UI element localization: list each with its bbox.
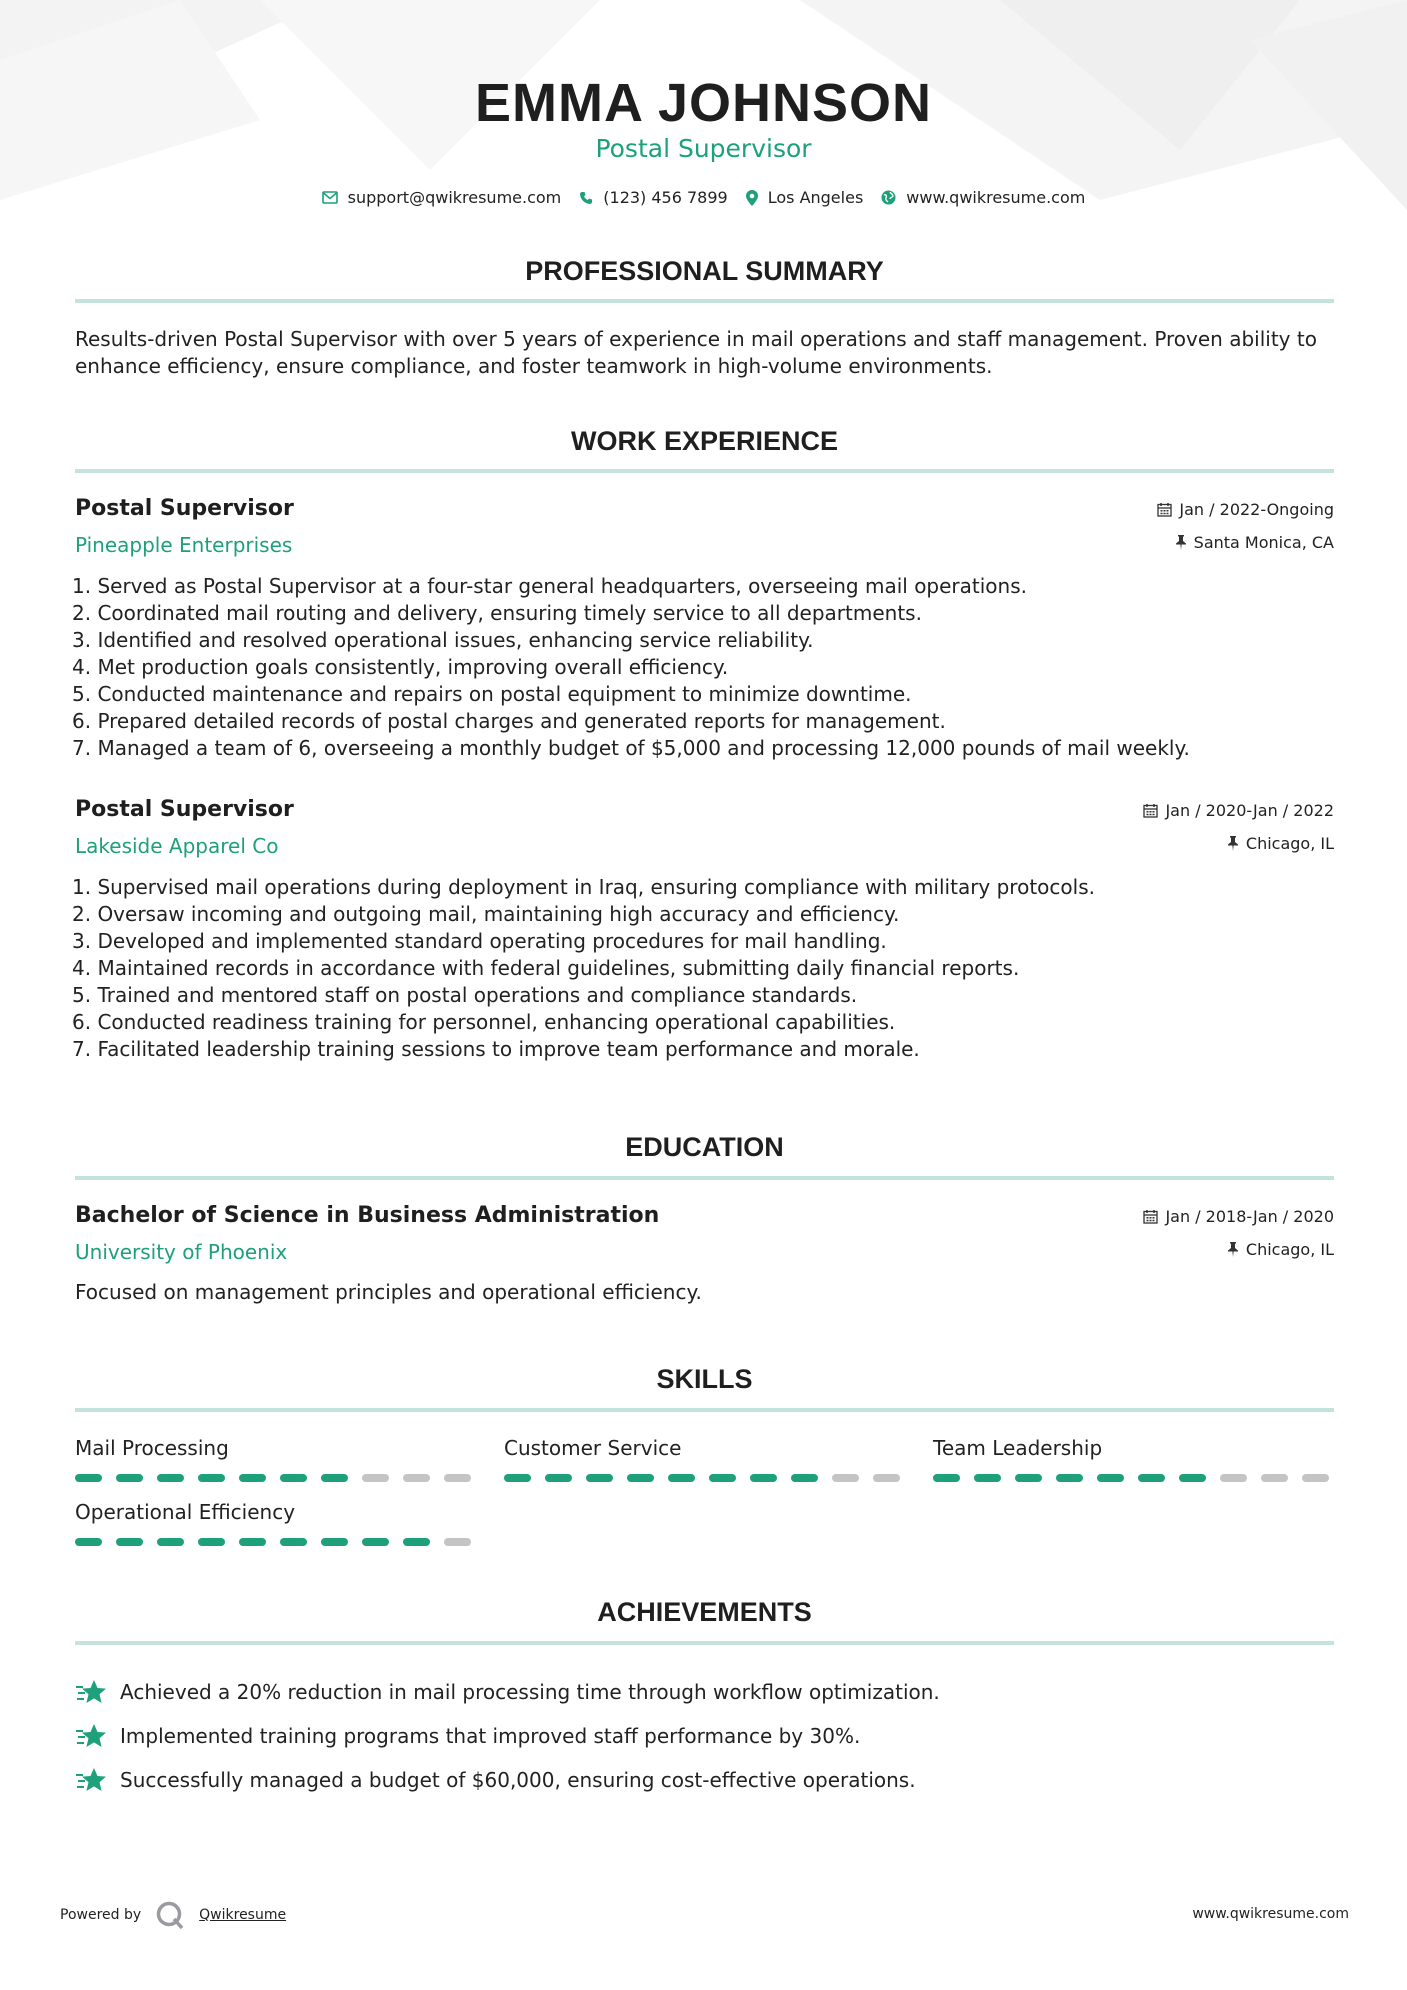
skill-segment-filled (75, 1538, 102, 1546)
envelope-icon (322, 191, 338, 204)
pushpin-icon (1175, 535, 1187, 550)
skill-segment-filled (403, 1538, 430, 1546)
job-title: Postal Supervisor (75, 797, 294, 822)
skill-segment-filled (586, 1474, 613, 1482)
job-location-text: Chicago, IL (1245, 834, 1334, 853)
powered-by-label: Powered by (60, 1907, 142, 1923)
brand-link[interactable]: Qwikresume (199, 1907, 287, 1923)
skills-divider (75, 1408, 1334, 1412)
skill-segment-filled (116, 1474, 143, 1482)
contact-location (746, 188, 864, 207)
education-date-text: Jan / 2018-Jan / 2020 (1165, 1207, 1334, 1226)
skill-segment-filled (974, 1474, 1001, 1482)
skill-name: Team Leadership (933, 1436, 1103, 1460)
list-item: 7. Facilitated leadership training sessions to improve team performance and morale. (72, 1037, 920, 1061)
skill-segment-filled (321, 1538, 348, 1546)
skill-name: Mail Processing (75, 1436, 229, 1460)
skill-segment-filled (1056, 1474, 1083, 1482)
summary-divider (75, 299, 1334, 303)
footer-powered-by (60, 1900, 286, 1930)
education-location-text: Chicago, IL (1245, 1240, 1334, 1259)
job-bullets (72, 874, 1095, 1063)
email-text: support@qwikresume.com (347, 188, 562, 207)
location-text: Los Angeles (767, 188, 864, 207)
skill-segment-filled (198, 1538, 225, 1546)
achievement-text: Successfully managed a budget of $60,000, ensuring cost-effective operations. (120, 1768, 916, 1792)
phone-text: (123) 456 7899 (603, 188, 728, 207)
skill-segment-filled (933, 1474, 960, 1482)
skill-segment-empty (1261, 1474, 1288, 1482)
skill-segment-filled (545, 1474, 572, 1482)
skill-segment-filled (362, 1538, 389, 1546)
contact-row (0, 188, 1407, 207)
achievements-heading: ACHIEVEMENTS (597, 1597, 812, 1627)
skill-segment-filled (709, 1474, 736, 1482)
website-text: www.qwikresume.com (906, 188, 1086, 207)
contact-email[interactable] (322, 188, 562, 207)
skill-segment-filled (280, 1474, 307, 1482)
skill-segment-empty (832, 1474, 859, 1482)
list-item: 3. Developed and implemented standard operating procedures for mail handling. (72, 929, 887, 953)
list-item: 7. Managed a team of 6, overseeing a monthly budget of $5,000 and processing 12,000 pounds of mail weekly. (72, 736, 1190, 760)
globe-icon (881, 190, 896, 205)
skill-segment-filled (791, 1474, 818, 1482)
job-company: Lakeside Apparel Co (75, 834, 279, 858)
skill-segment-empty (444, 1538, 471, 1546)
achievements-list (75, 1670, 1334, 1802)
skill-item (75, 1500, 475, 1546)
education-entry (75, 1203, 1334, 1313)
list-item: 5. Conducted maintenance and repairs on postal equipment to minimize downtime. (72, 682, 912, 706)
skill-item (933, 1436, 1333, 1482)
skill-segment-filled (321, 1474, 348, 1482)
skill-segment-filled (157, 1474, 184, 1482)
job-date-text: Jan / 2020-Jan / 2022 (1165, 801, 1334, 820)
job-entry (72, 496, 1334, 776)
skill-segment-filled (280, 1538, 307, 1546)
job-date-text: Jan / 2022-Ongoing (1179, 500, 1334, 519)
skill-segment-empty (873, 1474, 900, 1482)
skill-segment-filled (668, 1474, 695, 1482)
skill-segment-filled (504, 1474, 531, 1482)
experience-heading: WORK EXPERIENCE (570, 426, 839, 456)
phone-icon (579, 191, 593, 205)
qwikresume-logo-icon (155, 1900, 185, 1930)
calendar-icon (1143, 1209, 1158, 1224)
list-item: 4. Met production goals consistently, improving overall efficiency. (72, 655, 729, 679)
skill-name: Operational Efficiency (75, 1500, 296, 1524)
list-item (75, 1714, 1334, 1758)
calendar-icon (1157, 502, 1172, 517)
experience-divider (75, 469, 1334, 473)
education-date (1143, 1207, 1334, 1226)
skill-segment-filled (198, 1474, 225, 1482)
skill-level-bar (75, 1538, 475, 1546)
summary-text: Results-driven Postal Supervisor with over 5 years of experience in mail operations and staff management. Proven ability to enhance efficiency, ensure compliance, and foster teamwork in high-volume environments. (75, 327, 1317, 378)
job-company: Pineapple Enterprises (75, 533, 293, 557)
calendar-icon (1143, 803, 1158, 818)
skill-segment-filled (627, 1474, 654, 1482)
list-item: 4. Maintained records in accordance with federal guidelines, submitting daily financial reports. (72, 956, 1020, 980)
pushpin-icon (1227, 1242, 1239, 1257)
achievement-text: Implemented training programs that improved staff performance by 30%. (120, 1724, 861, 1748)
skill-segment-filled (1097, 1474, 1124, 1482)
job-title: Postal Supervisor (75, 496, 294, 521)
pushpin-icon (1227, 836, 1239, 851)
skill-segment-filled (239, 1474, 266, 1482)
skill-segment-empty (403, 1474, 430, 1482)
list-item: 5. Trained and mentored staff on postal operations and compliance standards. (72, 983, 858, 1007)
footer-url[interactable]: www.qwikresume.com (1192, 1906, 1349, 1922)
education-divider (75, 1176, 1334, 1180)
skill-level-bar (75, 1474, 475, 1482)
list-item (75, 1758, 1334, 1802)
skill-item (504, 1436, 904, 1482)
skill-segment-filled (1138, 1474, 1165, 1482)
list-item: 1. Supervised mail operations during deployment in Iraq, ensuring compliance with military protocols. (72, 875, 1095, 899)
list-item: 1. Served as Postal Supervisor at a four-star general headquarters, overseeing mail operations. (72, 574, 1027, 598)
skill-segment-filled (157, 1538, 184, 1546)
job-location (1227, 834, 1334, 853)
skill-level-bar (504, 1474, 904, 1482)
skill-segment-filled (1179, 1474, 1206, 1482)
school-name: University of Phoenix (75, 1240, 288, 1264)
achievements-divider (75, 1641, 1334, 1645)
skill-segment-empty (1302, 1474, 1329, 1482)
skill-segment-filled (239, 1538, 266, 1546)
candidate-title: Postal Supervisor (595, 134, 812, 163)
skill-segment-filled (116, 1538, 143, 1546)
skill-segment-filled (750, 1474, 777, 1482)
contact-phone[interactable] (579, 188, 727, 207)
job-location (1175, 533, 1334, 552)
skill-segment-empty (1220, 1474, 1247, 1482)
skill-segment-filled (75, 1474, 102, 1482)
skill-name: Customer Service (504, 1436, 682, 1460)
star-icon (75, 1766, 107, 1794)
list-item: 6. Prepared detailed records of postal charges and generated reports for management. (72, 709, 946, 733)
list-item: 2. Oversaw incoming and outgoing mail, maintaining high accuracy and efficiency. (72, 902, 900, 926)
achievement-text: Achieved a 20% reduction in mail processing time through workflow optimization. (120, 1680, 940, 1704)
job-date (1157, 500, 1334, 519)
list-item: 3. Identified and resolved operational issues, enhancing service reliability. (72, 628, 814, 652)
list-item: 2. Coordinated mail routing and delivery, ensuring timely service to all departments. (72, 601, 922, 625)
job-entry (72, 797, 1334, 1077)
job-bullets (72, 573, 1190, 762)
list-item: 6. Conducted readiness training for personnel, enhancing operational capabilities. (72, 1010, 896, 1034)
education-description: Focused on management principles and operational efficiency. (75, 1280, 702, 1304)
skill-segment-empty (362, 1474, 389, 1482)
summary-heading: PROFESSIONAL SUMMARY (525, 256, 884, 286)
contact-website[interactable] (881, 188, 1085, 207)
job-date (1143, 801, 1334, 820)
candidate-name: EMMA JOHNSON (474, 73, 933, 133)
education-location (1227, 1240, 1334, 1259)
list-item (75, 1670, 1334, 1714)
skills-heading: SKILLS (656, 1364, 753, 1394)
education-heading: EDUCATION (625, 1132, 784, 1162)
skill-segment-filled (1015, 1474, 1042, 1482)
skill-item (75, 1436, 475, 1482)
map-pin-icon (746, 190, 758, 206)
skill-segment-empty (444, 1474, 471, 1482)
job-location-text: Santa Monica, CA (1193, 533, 1334, 552)
star-icon (75, 1722, 107, 1750)
star-icon (75, 1678, 107, 1706)
skill-level-bar (933, 1474, 1333, 1482)
degree-title: Bachelor of Science in Business Administration (75, 1203, 660, 1228)
